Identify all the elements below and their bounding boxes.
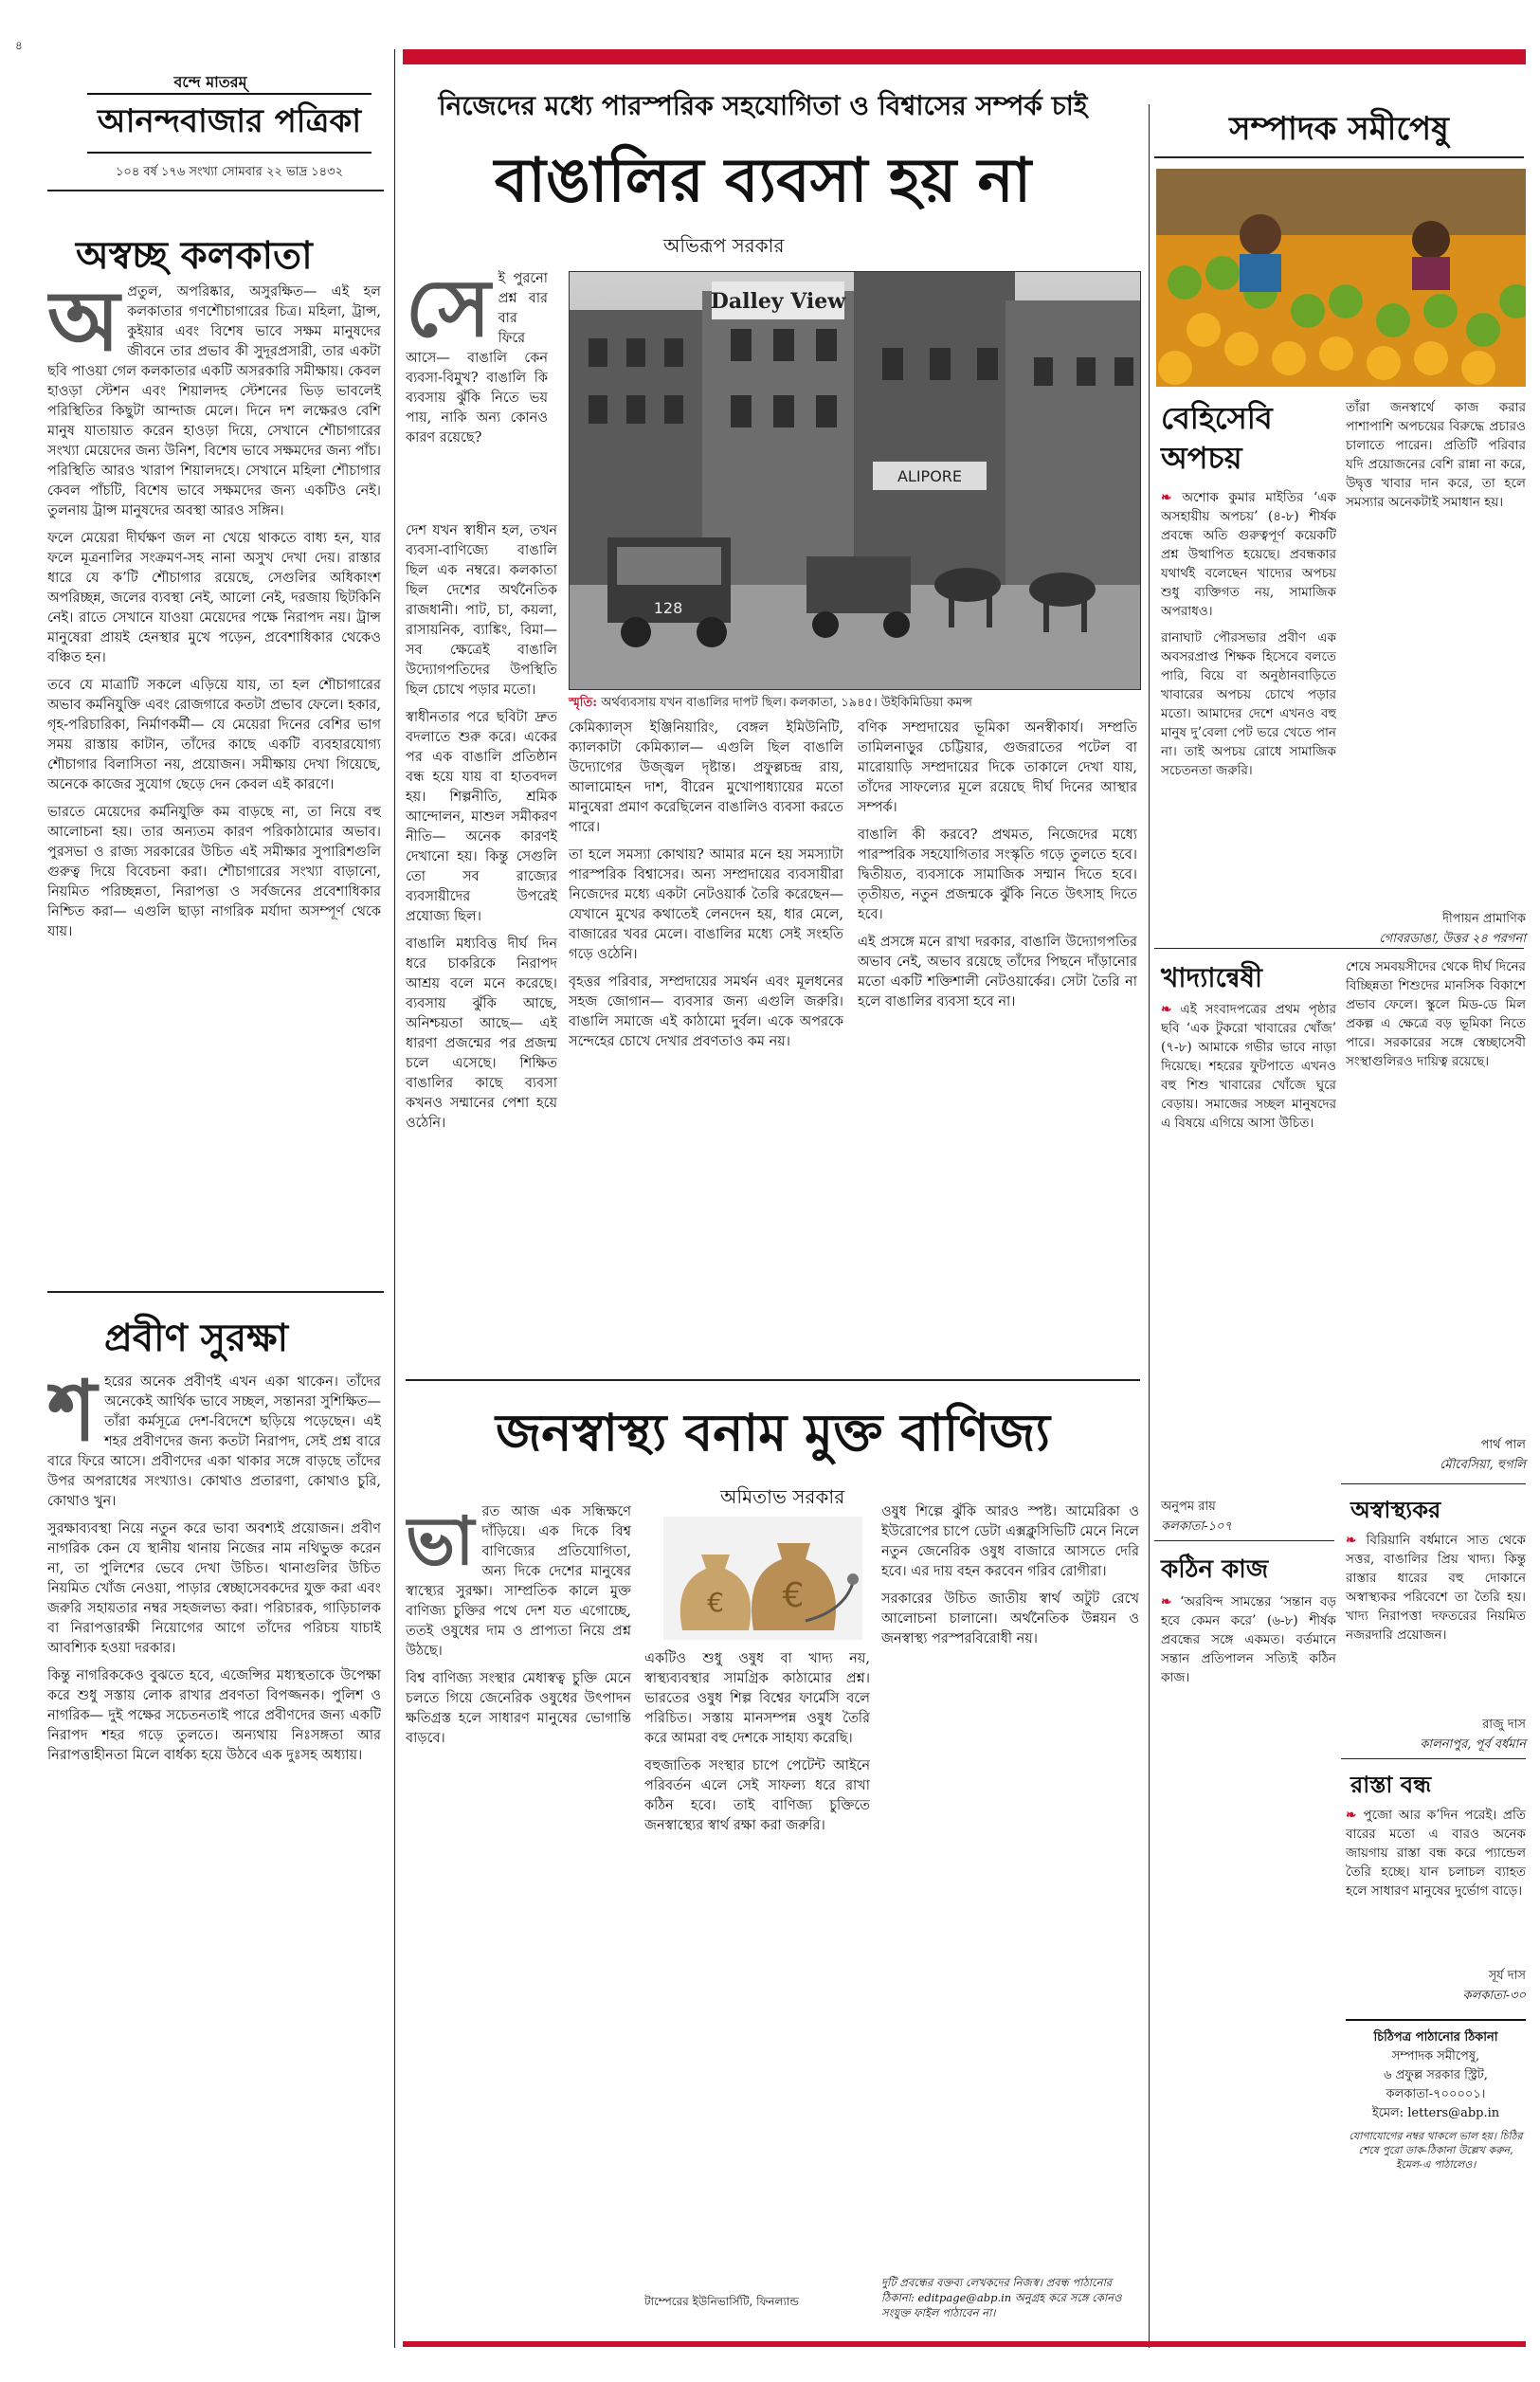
letters-contact-box [1346,2019,1526,2172]
caption-label: স্মৃতি: [569,696,598,710]
letter5-body: পুজো আর ক’দিন পরেই। প্রতি বারের মতো এ বারও অনেক জায়গায় রাস্তা বন্ধ করে প্যান্ডেল তৈরি হচ্ছে। যান চলাচল ব্যাহত হলে সাধারণ মানুষের দুর্ভোগ বাড়ে। [1346,1808,1526,1899]
street-scene-illustration [570,272,1140,689]
photo-sign-3: 128 [653,599,683,617]
letter2-location: মৌবেসিয়া, হুগলি [1440,1458,1526,1472]
letter2-col1 [1161,1000,1336,1502]
main-col2 [569,718,843,1368]
masthead-rule [47,190,384,191]
main-kicker: নিজেদের মধ্যে পারস্পরিক সহযোগিতা ও বিশ্বাসের সম্পর্ক চাই [438,90,1088,121]
main-col1-para: বাঙালি মধ্যবিত্ত দীর্ঘ দিন ধরে চাকরিকে নিরাপদ আশ্রয় বলে মনে করেছে। ব্যবসায় ঝুঁকি আছে, অনিশ্চয়তা আছে— এই ধারণা প্রজন্মের পর প্রজন্ম চলে এসেছে। শিক্ষিত বাঙালির কাছে ব্যবসা কখনও সম্মানের পেশা হয়ে ওঠেনি। [406,936,557,1131]
disclaimer: দুটি প্রবন্ধের বক্তব্য লেখকদের নিজস্ব। প্রবন্ধ পাঠানোর ঠিকানা: editpage@abp.in অনুগ্রহ করে সঙ্গে কোনও সংযুক্ত ফাইল পাঠাবেন না। [881,2276,1122,2319]
caption-text: অর্থব্যবসায় যখন বাঙালির দাপট ছিল। কলকাতা, ১৯৪৫। উইকিমিডিয়া কমন্স [601,696,972,710]
letter3-headline: অস্বাস্থ্যকর [1350,1497,1441,1523]
masthead-dateline: ১০৪ বর্ষ ১৭৬ সংখ্যা সোমবার ২২ ভাদ্র ১৪৩২ [115,165,344,179]
second-col1-para: রত আজ এক সন্ধিক্ষণে দাঁড়িয়ে। এক দিকে বিশ্ব বাণিজ্যের প্রতিযোগিতা, অন্য দিকে দেশের মানুষের স্বাস্থ্যের সুরক্ষা। সাম্প্রতিক কালে মুক্ত বাণিজ্য চুক্তির পথে দেশ যত এগোচ্ছে, ততই ওষুধের দাম ও প্রাপ্যতা নিয়ে প্রশ্ন উঠছে। [406,1504,631,1659]
second-col2-para: একটিও শুধু ওষুধ বা খাদ্য নয়, স্বাস্থ্যব্যবস্থার সামগ্রিক কাঠামোর প্রশ্ন। ভারতের ওষুধ শিল্প বিশ্বের ফার্মেসি বলে পরিচিত। সস্তায় মানসম্পন্ন ওষুধ তৈরি করে আমরা বহু দেশকে সাহায্য করেছি। [644,1651,870,1746]
letter5-signature [1346,1967,1526,2007]
svg-text:€: € [782,1576,805,1615]
contact-note: যোগাযোগের নম্বর থাকলে ভাল হয়। চিঠির শেষে পুরো ডাক-ঠিকানা উল্লেখ করুন, ইমেল-এ পাঠালেও। [1349,2130,1523,2171]
second-byline: অমিতাভ সরকার [720,1485,845,1508]
main-dropcap: সে [406,269,491,355]
editorial-divider [47,1291,384,1293]
letter4-body-block [1161,1592,1336,2341]
letter5-headline: রাস্তা বন্ধ [1350,1772,1432,1798]
letters-divider [1149,104,1150,2348]
letter3-signer: রাজু দাস [1482,1718,1526,1732]
letter2-col2 [1346,957,1526,1431]
editorial2-body [47,1373,381,2344]
masthead-title: আনন্দবাজার পত্রিকা [97,102,362,140]
letter2-signer-a: অনুপম রায় [1161,1500,1216,1514]
money-bags-image [663,1517,862,1640]
contact-line4: কলকাতা-৭০০০০১। [1386,2087,1486,2101]
main-col2-para: কেমিক্যাল্‌স ইঞ্জিনিয়ারিং, বেঙ্গল ইমিউনিটি, ক্যালকাটা কেমিক্যাল— এগুলি ছিল বাঙালি উদ্যোগের উজ্জ্বল দৃষ্টান্ত। প্রফুল্লচন্দ্র রায়, আলামোহন দাশ, বীরেন মুখোপাধ্যায়ের মতো মানুষেরা প্রমাণ করেছিলেন বাঙালিও ব্যবসা করতে পারে। [569,720,843,835]
contact-line2: সম্পাদক সমীপেষু, [1391,2049,1480,2064]
main-intro: ই পুরনো প্রশ্ন বার বার ফিরে আসে— বাঙালি কেন ব্যবসা-বিমুখ? বাঙালি কি ব্যবসায় ঝুঁকি নিতে ভয় পায়, নাকি অন্য কোনও কারণ রয়েছে? [406,271,548,445]
second-col3-para: ওষুধ শিল্পে ঝুঁকি আরও স্পষ্ট। আমেরিকা ও ইউরোপের চাপে ডেটা এক্সক্লুসিভিটি মেনে নিলে নতুন জেনেরিক ওষুধ বাজারে আসতে দেরি হবে। এর দায় বহন করবেন গরিব রোগীরা। [881,1504,1139,1579]
letter3-signature [1346,1716,1526,1755]
main-article-divider [406,1379,1140,1381]
letters-rule-4 [1341,1758,1526,1759]
letter-bullet-icon: ❧ [1161,1594,1181,1609]
contact-line1: চিঠিপত্র পাঠানোর ঠিকানা [1373,2030,1498,2045]
letter1-col1 [1161,488,1336,934]
letter2-signature-a [1161,1498,1336,1537]
main-col3-para: বাঙালি কী করবে? প্রথমত, নিজেদের মধ্যে পারস্পরিক সহযোগিতার সংস্কৃতি গড়ে তুলতে হবে। দ্বিতীয়ত, ব্যবসাকে সামাজিক সম্মান দিতে হবে। তৃতীয়ত, নতুন প্রজন্মকে ঝুঁকি নিতে উৎসাহ দিতে হবে। [858,827,1137,922]
letter-bullet-icon: ❧ [1346,1808,1364,1823]
column-divider [394,49,395,2348]
letter5-body-block [1346,1806,1526,1962]
money-bags-icon [663,1517,862,1640]
letters-rule-3 [1154,1540,1334,1541]
letter2-body: এই সংবাদপত্রের প্রথম পৃষ্ঠার ছবি ‘এক টুকরো খাবারের খোঁজ’ (৭-৮) আমাকে গভীর ভাবে নাড়া দিয়েছে। শহরের ফুটপাতে এখনও বহু শিশু খাবারের খোঁজে ঘুরে বেড়ায়। সমাজের সচ্ছল মানুষদের এ বিষয়ে এগিয়ে আসা উচিত। [1161,1002,1336,1131]
top-red-bar [403,49,1526,64]
second-col2 [644,1649,870,2313]
letter1-body: রানাঘাট পৌরসভার প্রবীণ এক অবসরপ্রাপ্ত শিক্ষক হিসেবে বলতে পারি, বিয়ে বা অনুষ্ঠানবাড়িতে খাবারের অপচয় চোখে পড়ার মতো। আমাদের দেশে এখনও বহু মানুষ দু’বেলা পেট ভরে খেতে পান না। তাই অপচয় রোধে সামাজিক সচেতনতা জরুরি। [1161,630,1336,778]
letter3-body: বিরিয়ানি বর্ধমানে সাত থেকে সত্তর, বাঙালির প্রিয় খাদ্য। কিন্তু রাস্তার ধারের বহু দোকানে অস্বাস্থ্যকর পরিবেশে তা তৈরি হয়। খাদ্য নিরাপত্তা দফতরের নিয়মিত নজরদারি প্রয়োজন। [1346,1533,1526,1643]
contact-line3: ৬ প্রফুল্ল সরকার স্ট্রিট, [1384,2068,1488,2082]
letters-section-title: সম্পাদক সমীপেষু [1229,110,1449,148]
photo-sign-2: ALIPORE [897,467,963,485]
editorial1-body [47,282,381,1282]
editorial1-para: ফলে মেয়েরা দীর্ঘক্ষণ জল না খেয়ে থাকতে বাধ্য হন, যার ফলে মূত্রনালির সংক্রমণ-সহ নানা অসুখ দেখা দেয়। রাস্তার ধারে যে ক’টি শৌচাগার রয়েছে, সেগুলির অধিকাংশ অপরিচ্ছন্ন, জলের ব্যবস্থা নেই, আলো নেই, দরজায় ছিটকিনি নেই। রাতে সেখানে যাওয়া মেয়েদের পক্ষে নিরাপদ নয়। ট্রান্স মানুষেরা প্রায়ই হেনস্থার মুখে পড়েন, প্রবেশাধিকার থেকেও বঞ্চিত হন। [47,531,381,665]
letter2-col2-text: শেষে সমবয়সীদের থেকে দীর্ঘ দিনের বিচ্ছিন্নতা শিশুদের মানসিক বিকাশে প্রভাব ফেলে। স্কুলে মিড-ডে মিল প্রকল্প এ ক্ষেত্রে বড় ভূমিকা নিতে পারে। সরকারের সঙ্গে স্বেচ্ছাসেবী সংস্থাগুলিরও দায়িত্ব রয়েছে। [1346,959,1526,1069]
editorial1-headline: অস্বচ্ছ কলকাতা [76,234,313,278]
editorial1-para: প্রতুল, অপরিষ্কার, অসুরক্ষিত— এই হল কলকাতার গণশৌচাগারের চিত্র। মহিলা, ট্রান্স, কুইয়ার এবং বিশেষ ভাবে সক্ষম মানুষদের জীবনে তার প্রভাব কী সুদূরপ্রসারী, তার একটা ছবি পাওয়া গেল কলকাতার একটি অসরকারি সমীক্ষায়। কেবল হাওড়া স্টেশন এবং শিয়ালদহ স্টেশনের ভিড় ভাবলেই পরিস্থিতির কিছুটা আন্দাজ মেলে। দিনে দশ লক্ষেরও বেশি মানুষ যাতায়াত করেন হাওড়া দিয়ে, সেখানে শৌচাগারের সংখ্যা মেয়েদের জন্য উনিশ, বিশেষ ভাবে সক্ষমদের জন্য পাঁচ। পরিস্থিতি আরও খারাপ শিয়ালদহে। সেখানে মহিলা শৌচাগার কেবল পাঁচটি, বিশেষ ভাবে সক্ষমদের জন্য একটিও নেই। তুলনায় ট্রান্স মানুষদের অবস্থা আরও সঙ্গিন। [47,284,381,518]
editorial2-dropcap: শ [47,1373,98,1460]
letter1-col2-text: তাঁরা জনস্বার্থে কাজ করার পাশাপাশি অপচয়ের বিরুদ্ধে প্রচারও চালাতে পারেন। প্রতিটি পরিবার যদি প্রয়োজনের বেশি রান্না না করে, উদ্বৃত্ত খাবার দান করে, তা হলে সমস্যার অনেকটাই সমাধান হয়। [1346,400,1526,510]
letters-rule-1 [1154,948,1524,949]
letter2-headline: খাদ্যান্বেষী [1161,962,1263,993]
editorial1-dropcap: অ [47,282,120,370]
letter-bullet-icon: ❧ [1161,1002,1181,1017]
letter2-signer: পার্থ পাল [1480,1438,1526,1452]
main-col1 [406,521,557,1365]
masthead-motto: বন্দে মাতরম্‌ [173,73,247,91]
fruit-market-photo [1156,169,1526,387]
second-dropcap: ভা [406,1502,475,1580]
letter1-col2 [1346,398,1526,910]
main-headline: বাঙালির ব্যবসা হয় না [494,146,1032,216]
second-col1 [406,1502,631,2318]
letter1-signature [1346,910,1526,950]
letter-bullet-icon: ❧ [1346,1533,1367,1548]
main-intro-block [406,269,548,516]
letter-bullet-icon: ❧ [1161,490,1183,505]
letter1-signer: দীপায়ন প্রামাণিক [1442,912,1526,926]
main-col3 [858,718,1137,1368]
svg-text:€: € [707,1587,724,1618]
main-col3-para: এই প্রসঙ্গে মনে রাখা দরকার, বাঙালি উদ্যোগপতির অভাব নেই, অভাব রয়েছে তাঁদের পিছনে দাঁড়ানোর মতো একটি শক্তিশালী নেটওয়ার্কের। সেটা তৈরি না হলে বাঙালির ব্যবসা হবে না। [858,935,1137,1009]
main-col3-para: বণিক সম্প্রদায়ের ভূমিকা অনস্বীকার্য। সম্প্রতি তামিলনাড়ুর চেট্টিয়ার, গুজরাতের পটেল বা মারোয়াড়ি সম্প্রদায়ের দিকে তাকালে দেখা যায়, তাঁদের সাফল্যের মূলে রয়েছে দীর্ঘ দিনের আস্থার সম্পর্ক। [858,720,1137,815]
letters-title-rule [1154,156,1524,158]
photo-sign-1: Dalley View [710,289,846,314]
editorial1-para: তবে যে মাত্রাটি সকলে এড়িয়ে যায়, তা হল শৌচাগারের অভাব কর্মনিযুক্তি এবং রোজগারে কতটা প্রভাব ফেলে। হকার, গৃহ-পরিচারিকা, নির্মাণকর্মী— যে মেয়েরা দিনের বেশির ভাগ সময় রাস্তায় কাটান, তাঁদের কাছে একটি ব্যবহারযোগ্য শৌচাগার বিলাসিতা নয়, প্রয়োজন। সমীক্ষায় দেখা গিয়েছে, অনেকে কাজের সুযোগ ছেড়ে দেন কেবল এই কারণে। [47,678,381,792]
letter5-location: কলকাতা-৩০ [1462,1989,1526,2003]
editorial2-para: হরের অনেক প্রবীণই এখন একা থাকেন। তাঁদের অনেকেই আর্থিক ভাবে সচ্ছল, সন্তানরা সুশিক্ষিত— তাঁরা কর্মসূত্রে দেশ-বিদেশে ছড়িয়ে পড়েছেন। এই শহর প্রবীণদের জন্য কতটা নিরাপদ, সেই প্রশ্ন বারে বারে ফিরে আসে। প্রবীণদের একা থাকার সঙ্গে বাড়ছে তাঁদের উপর অপরাধের সংখ্যাও। কোথাও প্রতারণা, কোথাও চুরি, কোথাও খুন। [47,1374,381,1509]
letter1-intro: অশোক কুমার মাইতির ‘এক অসহায়ীয় অপচয়’ (৪-৮) শীর্ষক প্রবন্ধে অতি গুরুত্বপূর্ণ কয়েকটি প্রশ্ন উত্থাপিত হয়েছে। প্রবন্ধকার যথার্থই বলেছেন খাদ্যের অপচয় শুধু ব্যক্তিগত নয়, সামাজিক অপরাধও। [1161,490,1336,619]
letter1-location: গোবরডাঙা, উত্তর ২৪ পরগনা [1379,932,1526,946]
main-photo [569,271,1141,690]
letter4-headline: কঠিন কাজ [1161,1555,1269,1584]
letter2-location-a: কলকাতা-১০৭ [1161,1519,1232,1534]
main-col2-para: বৃহত্তর পরিবার, সম্প্রদায়ের সমর্থন এবং মূলধনের সহজ জোগান— ব্যবসার জন্য এগুলি জরুরি। বাঙালি সমাজে এই কাঠামো দুর্বল। একে অপরকে সন্দেহের চোখে দেখার প্রবণতাও কম নয়। [569,974,843,1049]
editorial1-para: ভারতে মেয়েদের কর্মনিযুক্তি কম বাড়ছে না, তা নিয়ে বহু আলোচনা হয়। তার অন্যতম কারণ পরিকাঠামোর অভাব। পুরসভা ও রাজ্য সরকারের উচিত এই সমীক্ষার সুপারিশগুলি গুরুত্ব দিয়ে বিবেচনা করা। শৌচাগারের সংখ্যা বাড়ানো, নিয়মিত পরিচ্ছন্নতা, নিরাপত্তা ও সর্বজনের প্রবেশাধিকার নিশ্চিত করা— এগুলি ছাড়া নাগরিক মর্যাদা অসম্পূর্ণ থেকে যায়। [47,805,381,939]
page-number: ৪ [15,39,23,52]
second-author-note: টাম্পেরের ইউনিভার্সিটি, ফিনল্যান্ড [644,2295,799,2308]
main-byline: অভিরূপ সরকার [663,234,785,257]
letter5-signer: সূর্য দাস [1488,1969,1526,1983]
second-col2-para: বহুজাতিক সংস্থার চাপে পেটেন্ট আইনে পরিবর্তন এলে সেই সাফল্য ধরে রাখা কঠিন হবে। তাই বাণিজ্য চুক্তিতে জনস্বাস্থ্যের স্বার্থ রক্ষা করা জরুরি। [644,1758,870,1833]
letter4-body: ‘অরবিন্দ সামন্তের ‘সন্তান বড় হবে কেমন করে’ (৬-৮) শীর্ষক প্রবন্ধের সঙ্গে একমত। বর্তমানে সন্তান প্রতিপালন সত্যিই কঠিন কাজ। [1161,1594,1336,1685]
main-photo-caption [569,694,1139,714]
editorial2-para: সুরক্ষাব্যবস্থা নিয়ে নতুন করে ভাবা অবশ্যই প্রয়োজন। প্রবীণ নাগরিক কেন যে স্থানীয় থানায় নিজের নাম নথিভুক্ত করেন না, তা পুলিশের ভেবে দেখা উচিত। থানাগুলির উচিত নিয়মিত খোঁজ নেওয়া, পাড়ার স্বেচ্ছাসেবকদের যুক্ত করা এবং জরুরি সহায়তার নম্বর সহজলভ্য করা। পরিচারক, গাড়িচালক বা নিরাপত্তারক্ষী নিয়োগের আগে তাঁদের পরিচয় যাচাই আবশ্যিক হওয়া দরকার। [47,1521,381,1656]
letter3-body-block [1346,1531,1526,1711]
second-col3 [881,1502,1139,2204]
letter1-headline: বেহিসেবি অপচয় [1161,400,1273,476]
contact-email[interactable]: ইমেল: letters@abp.in [1371,2106,1500,2120]
letters-rule-2 [1341,1483,1526,1484]
fruit-stall-illustration [1156,169,1526,387]
editorial2-headline: প্রবীণ সুরক্ষা [104,1317,289,1360]
main-col2-para: তা হলে সমস্যা কোথায়? আমার মনে হয় সমস্যাটা পারস্পরিক বিশ্বাসের। অন্য সম্প্রদায়ের ব্যবসায়ীরা নিজেদের মধ্যে একটা নেটওয়ার্ক তৈরি করেছেন— যেখানে মুখের কথাতেই লেনদেন হয়, ধার মেলে, বাজারের খবর মেলে। বাঙালির মধ্যে সেই সংহতি গড়ে ওঠেনি। [569,847,843,962]
editorial2-para: কিন্তু নাগরিককেও বুঝতে হবে, এজেন্সির মধ্যস্থতাকে উপেক্ষা করে শুধু সস্তায় লোক রাখার প্রবণতা বিপজ্জনক। পুলিশ ও নাগরিক— দুই পক্ষের সচেতনতাই পারে প্রবীণদের জন্য একটি নিরাপদ শহর গড়ে তুলতে। অন্যথায় নিঃসঙ্গতা আর নিরাপত্তাহীনতা মিলে বার্ধক্য হয়ে উঠবে এক দুঃসহ অধ্যায়। [47,1668,381,1763]
bottom-red-bar [403,2341,1526,2347]
second-col1-para: বিশ্ব বাণিজ্য সংস্থার মেধাস্বত্ব চুক্তি মেনে চলতে গিয়ে জেনেরিক ওষুধের উৎপাদন ক্ষতিগ্রস্ত হলে সাধারণ মানুষের ভোগান্তি বাড়বে। [406,1671,631,1746]
letter3-location: কালনাপুর, পূর্ব বর্ধমান [1420,1737,1526,1752]
second-headline: জনস্বাস্থ্য বনাম মুক্ত বাণিজ্য [495,1403,1051,1463]
main-col1-para: স্বাধীনতার পরে ছবিটা দ্রুত বদলাতে শুরু করে। একের পর এক বাঙালি প্রতিষ্ঠান বন্ধ হয়ে যায় বা হাতবদল হয়। শিল্পনীতি, শ্রমিক আন্দোলন, মাশুল সমীকরণ নীতি— অনেক কারণই দেখানো হয়। কিন্তু সেগুলি তো সব রাজ্যের ব্যবসায়ীদের উপরেই প্রযোজ্য ছিল। [406,710,557,924]
masthead-box [87,93,371,154]
second-col3-para: সরকারের উচিত জাতীয় স্বার্থ অটুট রেখে আলোচনা চালানো। অর্থনৈতিক উন্নয়ন ও জনস্বাস্থ্য পরস্পরবিরোধী নয়। [881,1591,1139,1646]
main-col1-para: দেশ যখন স্বাধীন হল, তখন ব্যবসা-বাণিজ্যে বাঙালি ছিল এক নম্বরে। কলকাতা ছিল দেশের অর্থনৈতিক রাজধানী। পাট, চা, কয়লা, রাসায়নিক, ব্যাঙ্কিং, বিমা— সব ক্ষেত্রেই বাঙালি উদ্যোগপতিদের উপস্থিতি ছিল চোখে পড়ার মতো। [406,523,557,698]
letter2-signature [1346,1436,1526,1476]
